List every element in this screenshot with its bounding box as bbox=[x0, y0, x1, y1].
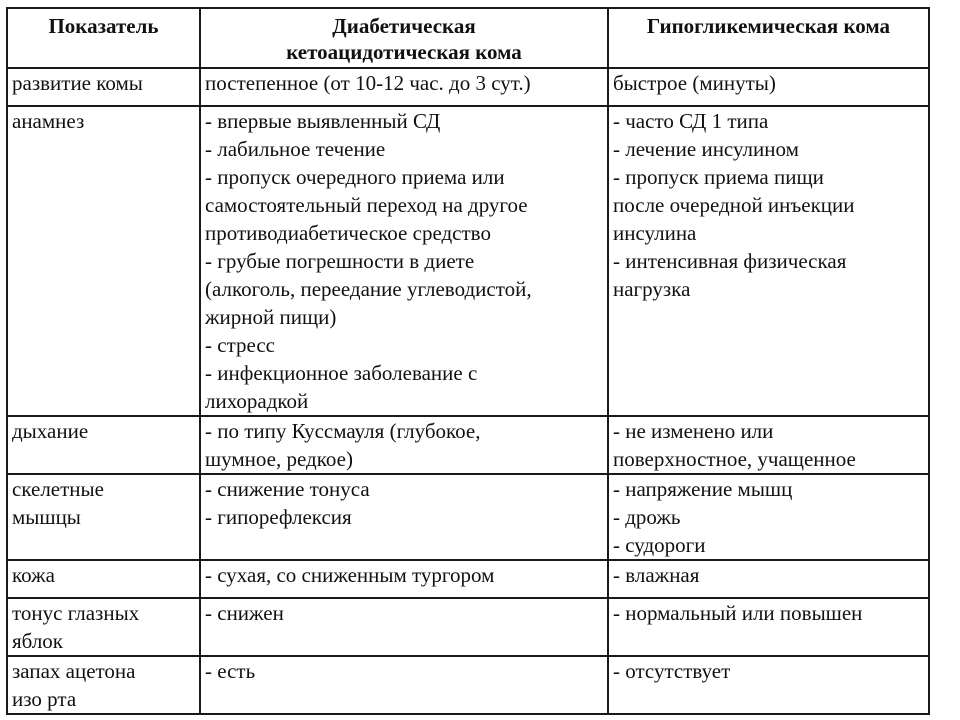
cell-line: после очередной инъекции bbox=[613, 193, 855, 217]
cell-line: кожа bbox=[12, 563, 55, 587]
cell-line: - влажная bbox=[613, 563, 700, 587]
cell-line: мышцы bbox=[12, 505, 81, 529]
cell-indicator bbox=[7, 656, 200, 714]
cell-line: быстрое (минуты) bbox=[613, 71, 776, 95]
cell-line: - есть bbox=[205, 659, 256, 683]
cell-line: яблок bbox=[12, 629, 64, 653]
cell-line: постепенное (от 10-12 час. до 3 сут.) bbox=[205, 71, 531, 95]
header-line: Диабетическая bbox=[332, 14, 476, 38]
cell-line: - часто СД 1 типа bbox=[613, 109, 769, 133]
cell-line: запах ацетона bbox=[12, 659, 136, 683]
cell-line: - снижение тонуса bbox=[205, 477, 370, 501]
cell-line: анамнез bbox=[12, 109, 85, 133]
cell-line: - впервые выявленный СД bbox=[205, 109, 441, 133]
cell-line: - судороги bbox=[613, 533, 706, 557]
cell-line: нагрузка bbox=[613, 277, 691, 301]
cell-line: скелетные bbox=[12, 477, 104, 501]
comparison-table bbox=[6, 7, 930, 715]
cell-line: развитие комы bbox=[12, 71, 143, 95]
header-line: Показатель bbox=[48, 14, 159, 38]
cell-indicator bbox=[7, 474, 200, 560]
cell-dka bbox=[200, 474, 608, 560]
cell-line: противодиабетическое средство bbox=[205, 221, 491, 245]
cell-line: поверхностное, учащенное bbox=[613, 447, 856, 471]
cell-line: - инфекционное заболевание с bbox=[205, 361, 478, 385]
cell-line: тонус глазных bbox=[12, 601, 140, 625]
cell-dka bbox=[200, 560, 608, 598]
cell-dka bbox=[200, 416, 608, 474]
header-hypoglycemic bbox=[608, 8, 929, 68]
header-row bbox=[7, 8, 929, 68]
cell-hypoglycemic bbox=[608, 656, 929, 714]
cell-line: - грубые погрешности в диете bbox=[205, 249, 475, 273]
cell-indicator bbox=[7, 68, 200, 106]
cell-line: - снижен bbox=[205, 601, 284, 625]
header-line: Гипогликемическая кома bbox=[646, 14, 891, 38]
cell-hypoglycemic bbox=[608, 560, 929, 598]
header-line: кетоацидотическая кома bbox=[286, 40, 522, 64]
cell-line: - по типу Куссмауля (глубокое, bbox=[205, 419, 481, 443]
cell-dka bbox=[200, 68, 608, 106]
row-eyeball-tone bbox=[7, 598, 929, 656]
cell-line: - интенсивная физическая bbox=[613, 249, 847, 273]
cell-line: - стресс bbox=[205, 333, 275, 357]
header-indicator bbox=[7, 8, 200, 68]
cell-line: лихорадкой bbox=[205, 389, 309, 413]
cell-hypoglycemic bbox=[608, 598, 929, 656]
header-dka bbox=[200, 8, 608, 68]
cell-line: - отсутствует bbox=[613, 659, 731, 683]
cell-indicator bbox=[7, 598, 200, 656]
cell-hypoglycemic bbox=[608, 416, 929, 474]
cell-line: самостоятельный переход на другое bbox=[205, 193, 528, 217]
cell-indicator bbox=[7, 106, 200, 416]
cell-line: - напряжение мышц bbox=[613, 477, 793, 501]
cell-line: - лечение инсулином bbox=[613, 137, 799, 161]
cell-hypoglycemic bbox=[608, 68, 929, 106]
cell-line: - пропуск очередного приема или bbox=[205, 165, 505, 189]
cell-indicator bbox=[7, 560, 200, 598]
cell-line: - гипорефлексия bbox=[205, 505, 352, 529]
row-skin bbox=[7, 560, 929, 598]
cell-hypoglycemic bbox=[608, 106, 929, 416]
cell-line: инсулина bbox=[613, 221, 697, 245]
cell-line: - дрожь bbox=[613, 505, 681, 529]
row-breathing bbox=[7, 416, 929, 474]
cell-dka bbox=[200, 106, 608, 416]
cell-line: - сухая, со сниженным тургором bbox=[205, 563, 495, 587]
cell-line: - лабильное течение bbox=[205, 137, 386, 161]
cell-dka bbox=[200, 598, 608, 656]
cell-indicator bbox=[7, 416, 200, 474]
cell-line: изо рта bbox=[12, 687, 77, 711]
cell-dka bbox=[200, 656, 608, 714]
cell-hypoglycemic bbox=[608, 474, 929, 560]
row-coma-onset bbox=[7, 68, 929, 106]
cell-line: дыхание bbox=[12, 419, 89, 443]
row-skeletal-muscles bbox=[7, 474, 929, 560]
row-anamnesis bbox=[7, 106, 929, 416]
cell-line: жирной пищи) bbox=[205, 305, 337, 329]
row-acetone-breath bbox=[7, 656, 929, 714]
cell-line: (алкоголь, переедание углеводистой, bbox=[205, 277, 532, 301]
cell-line: шумное, редкое) bbox=[205, 447, 353, 471]
cell-line: - нормальный или повышен bbox=[613, 601, 863, 625]
cell-line: - пропуск приема пищи bbox=[613, 165, 824, 189]
cell-line: - не изменено или bbox=[613, 419, 774, 443]
